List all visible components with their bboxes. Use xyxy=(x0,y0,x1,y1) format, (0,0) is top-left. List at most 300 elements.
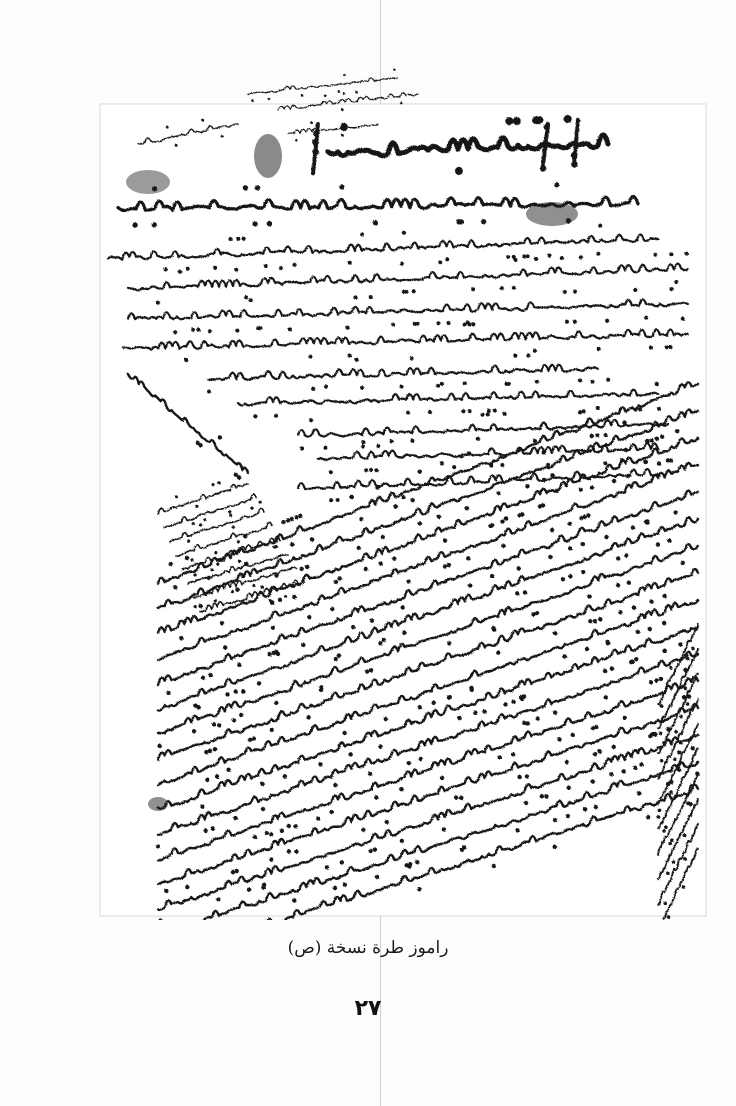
diacritic-dot xyxy=(293,899,296,902)
diacritic-dot xyxy=(467,557,470,560)
diacritic-dot xyxy=(368,772,371,775)
diacritic-dot xyxy=(669,346,672,349)
diacritic-dot xyxy=(664,902,667,905)
diacritic-dot xyxy=(579,256,582,259)
diacritic-dot xyxy=(338,91,340,93)
diacritic-dot xyxy=(663,830,666,833)
diacritic-dot xyxy=(165,889,168,892)
diacritic-dot xyxy=(197,328,200,331)
diacritic-dot xyxy=(649,346,652,349)
diacritic-dot xyxy=(191,559,193,561)
diacritic-dot xyxy=(375,796,378,799)
diacritic-dot xyxy=(658,407,661,410)
diacritic-dot xyxy=(253,222,257,226)
diacritic-dot xyxy=(293,557,295,559)
diacritic-dot xyxy=(579,379,582,382)
diacritic-dot xyxy=(242,576,244,578)
diacritic-dot xyxy=(441,776,444,779)
diacritic-dot xyxy=(243,186,247,190)
diacritic-dot xyxy=(540,166,546,172)
diacritic-dot xyxy=(269,833,272,836)
diacritic-dot xyxy=(598,750,601,753)
diacritic-dot xyxy=(626,474,629,477)
diacritic-dot xyxy=(231,871,234,874)
diacritic-dot xyxy=(670,791,673,794)
diacritic-dot xyxy=(346,326,349,329)
diacritic-dot xyxy=(159,919,162,920)
diacritic-dot xyxy=(188,540,190,542)
diacritic-dot xyxy=(221,135,223,137)
diacritic-dot xyxy=(463,323,466,326)
diacritic-dot xyxy=(506,118,513,125)
diacritic-dot xyxy=(333,886,336,889)
diacritic-dot xyxy=(679,643,682,646)
diacritic-dot xyxy=(622,770,625,773)
diacritic-dot xyxy=(205,750,208,753)
diacritic-dot xyxy=(330,810,333,813)
diacritic-dot xyxy=(655,679,658,682)
diacritic-dot xyxy=(369,296,372,299)
diacritic-dot xyxy=(192,328,195,331)
diacritic-dot xyxy=(299,514,302,517)
diacritic-dot xyxy=(661,435,664,438)
diacritic-dot xyxy=(152,223,156,227)
diacritic-dot xyxy=(624,448,627,451)
diacritic-dot xyxy=(593,619,596,622)
diacritic-dot xyxy=(320,686,323,689)
diacritic-dot xyxy=(411,439,414,442)
diacritic-dot xyxy=(209,673,212,676)
diacritic-dot xyxy=(324,446,327,449)
diacritic-dot xyxy=(437,322,440,325)
diacritic-dot xyxy=(133,223,137,227)
diacritic-dot xyxy=(314,131,320,137)
diacritic-dot xyxy=(400,262,403,265)
diacritic-dot xyxy=(512,700,515,703)
diacritic-dot xyxy=(512,255,515,258)
diacritic-dot xyxy=(583,515,586,518)
manuscript-facsimile-image xyxy=(98,64,710,920)
diacritic-dot xyxy=(245,296,248,299)
diacritic-dot xyxy=(603,669,606,672)
diacritic-dot xyxy=(373,221,377,225)
diacritic-dot xyxy=(645,461,648,464)
diacritic-dot xyxy=(623,716,626,719)
diacritic-dot xyxy=(278,598,281,601)
diacritic-dot xyxy=(379,642,382,645)
diacritic-dot xyxy=(666,459,669,462)
diacritic-dot xyxy=(463,382,466,385)
diacritic-dot xyxy=(659,677,662,680)
diacritic-dot xyxy=(514,354,517,357)
diacritic-dot xyxy=(573,320,576,323)
diacritic-dot xyxy=(156,301,159,304)
diacritic-dot xyxy=(675,731,678,734)
diacritic-dot xyxy=(610,667,613,670)
diacritic-dot xyxy=(287,850,290,853)
diacritic-dot xyxy=(348,354,351,357)
diacritic-dot xyxy=(156,845,159,848)
diacritic-dot xyxy=(687,802,690,805)
diacritic-dot xyxy=(230,514,232,516)
diacritic-dot xyxy=(192,730,195,733)
diacritic-dot xyxy=(200,524,202,526)
diacritic-dot xyxy=(663,649,666,652)
diacritic-dot xyxy=(563,655,566,658)
diacritic-dot xyxy=(310,419,313,422)
diacritic-dot xyxy=(501,520,504,523)
diacritic-dot xyxy=(610,773,613,776)
diacritic-dot xyxy=(204,829,207,832)
diacritic-dot xyxy=(691,747,694,750)
diacritic-dot xyxy=(630,660,633,663)
diacritic-dot xyxy=(472,323,475,326)
diacritic-dot xyxy=(224,646,227,649)
diacritic-dot xyxy=(174,331,177,334)
diacritic-dot xyxy=(340,124,347,131)
diacritic-dot xyxy=(167,691,170,694)
diacritic-dot xyxy=(344,74,346,76)
diacritic-dot xyxy=(164,268,167,271)
diacritic-dot xyxy=(268,653,271,656)
diacritic-dot xyxy=(412,290,415,293)
diacritic-dot xyxy=(526,485,529,488)
diacritic-dot xyxy=(686,657,689,660)
diacritic-dot xyxy=(400,385,403,388)
diacritic-dot xyxy=(379,562,382,565)
diacritic-dot xyxy=(442,828,445,831)
diacritic-dot xyxy=(410,357,413,360)
diacritic-dot xyxy=(587,514,590,517)
diacritic-dot xyxy=(340,185,344,189)
diacritic-dot xyxy=(588,595,591,598)
diacritic-dot xyxy=(252,737,255,740)
diacritic-dot xyxy=(564,116,571,123)
diacritic-dot xyxy=(580,516,583,519)
diacritic-dot xyxy=(634,766,637,769)
diacritic-dot xyxy=(295,516,298,519)
diacritic-dot xyxy=(272,651,275,654)
diacritic-dot xyxy=(270,858,273,861)
diacritic-dot xyxy=(692,647,695,650)
diacritic-dot xyxy=(468,410,471,413)
diacritic-dot xyxy=(555,183,559,187)
diacritic-dot xyxy=(293,263,296,266)
diacritic-dot xyxy=(654,253,657,256)
diacritic-dot xyxy=(465,507,468,510)
diacritic-dot xyxy=(373,848,376,851)
diacritic-dot xyxy=(194,704,197,707)
diacritic-dot xyxy=(585,647,588,650)
diacritic-dot xyxy=(251,507,253,509)
diacritic-dot xyxy=(343,883,346,886)
diacritic-dot xyxy=(579,488,582,491)
diacritic-dot xyxy=(269,600,271,602)
diacritic-dot xyxy=(392,323,395,326)
diacritic-dot xyxy=(331,607,334,610)
diacritic-dot xyxy=(336,499,339,502)
diacritic-dot xyxy=(474,711,477,714)
diacritic-dot xyxy=(551,474,554,477)
diacritic-dot xyxy=(319,763,322,766)
diacritic-dot xyxy=(669,666,672,669)
diacritic-dot xyxy=(637,792,640,795)
diacritic-dot xyxy=(680,715,683,718)
diacritic-dot xyxy=(419,757,422,760)
diacritic-dot xyxy=(186,267,189,270)
diacritic-dot xyxy=(402,496,405,499)
diacritic-dot xyxy=(507,256,510,259)
diacritic-dot xyxy=(683,834,686,837)
diacritic-dot xyxy=(362,445,365,448)
diacritic-dot xyxy=(357,546,360,549)
diacritic-dot xyxy=(169,562,172,565)
diacritic-dot xyxy=(231,591,233,593)
diacritic-dot xyxy=(627,581,630,584)
diacritic-dot xyxy=(302,643,305,646)
diacritic-dot xyxy=(275,414,278,417)
diacritic-dot xyxy=(264,264,267,267)
diacritic-dot xyxy=(407,411,410,414)
diacritic-dot xyxy=(416,860,419,863)
diacritic-dot xyxy=(334,784,337,787)
diacritic-dot xyxy=(261,807,264,810)
diacritic-dot xyxy=(591,780,594,783)
diacritic-dot xyxy=(455,167,462,174)
diacritic-dot xyxy=(237,541,239,543)
diacritic-dot xyxy=(605,535,608,538)
diacritic-dot xyxy=(229,238,232,241)
diacritic-dot xyxy=(670,253,673,256)
diacritic-dot xyxy=(309,355,312,358)
diacritic-dot xyxy=(671,839,674,842)
diacritic-dot xyxy=(158,744,161,747)
diacritic-dot xyxy=(227,768,230,771)
diacritic-dot xyxy=(533,349,536,352)
diacritic-dot xyxy=(640,763,643,766)
diacritic-dot xyxy=(385,820,388,823)
diacritic-dot xyxy=(686,654,689,657)
diacritic-dot xyxy=(662,621,665,624)
handwriting-stroke xyxy=(248,78,398,95)
diacritic-dot xyxy=(631,526,634,529)
diacritic-dot xyxy=(647,816,650,819)
diacritic-dot xyxy=(543,478,546,481)
diacritic-dot xyxy=(342,134,344,136)
diacritic-dot xyxy=(352,626,355,629)
diacritic-dot xyxy=(232,526,234,528)
diacritic-dot xyxy=(476,437,479,440)
diacritic-dot xyxy=(667,916,670,919)
diacritic-dot xyxy=(678,751,681,754)
diacritic-dot xyxy=(682,886,685,889)
diacritic-dot xyxy=(443,565,446,568)
diacritic-dot xyxy=(569,575,572,578)
diacritic-dot xyxy=(204,519,206,521)
diacritic-dot xyxy=(249,299,252,302)
diacritic-dot xyxy=(460,455,463,458)
diacritic-dot xyxy=(656,543,659,546)
diacritic-dot xyxy=(215,775,218,778)
diacritic-dot xyxy=(542,451,545,454)
diacritic-dot xyxy=(370,469,373,472)
diacritic-dot xyxy=(553,845,556,848)
diacritic-dot xyxy=(675,281,678,284)
diacritic-dot xyxy=(682,696,685,699)
diacritic-dot xyxy=(405,864,408,867)
diacritic-dot xyxy=(590,434,593,437)
diacritic-dot xyxy=(663,594,666,597)
diacritic-dot xyxy=(660,760,663,763)
diacritic-dot xyxy=(590,486,593,489)
diacritic-dot xyxy=(443,539,446,542)
diacritic-dot xyxy=(490,574,493,577)
diacritic-dot xyxy=(199,444,202,447)
diacritic-dot xyxy=(253,584,255,586)
diacritic-dot xyxy=(361,233,364,236)
diacritic-dot xyxy=(501,464,504,467)
diacritic-dot xyxy=(513,117,520,124)
diacritic-dot xyxy=(655,437,658,440)
diacritic-dot xyxy=(196,441,199,444)
diacritic-dot xyxy=(659,732,662,735)
diacritic-dot xyxy=(544,124,550,130)
diacritic-dot xyxy=(317,817,320,820)
diacritic-dot xyxy=(681,561,684,564)
diacritic-dot xyxy=(411,499,414,502)
diacritic-dot xyxy=(665,826,668,829)
diacritic-dot xyxy=(493,409,496,412)
diacritic-dot xyxy=(487,409,490,412)
diacritic-dot xyxy=(259,501,261,503)
diacritic-dot xyxy=(270,728,273,731)
diacritic-dot xyxy=(581,542,584,545)
diacritic-dot xyxy=(312,387,315,390)
diacritic-dot xyxy=(234,473,237,476)
diacritic-dot xyxy=(687,695,690,698)
diacritic-dot xyxy=(491,524,494,527)
diacritic-dot xyxy=(364,567,367,570)
diacritic-dot xyxy=(563,290,566,293)
diacritic-dot xyxy=(684,687,687,690)
diacritic-dot xyxy=(517,567,520,570)
diacritic-dot xyxy=(248,738,251,741)
diacritic-dot xyxy=(571,733,574,736)
diacritic-dot xyxy=(549,555,552,558)
diacritic-dot xyxy=(646,520,649,523)
diacritic-dot xyxy=(393,557,396,560)
diacritic-dot xyxy=(334,657,337,660)
diacritic-dot xyxy=(606,319,609,322)
diacritic-dot xyxy=(208,330,211,333)
diacritic-dot xyxy=(174,586,177,589)
diacritic-dot xyxy=(234,690,237,693)
diacritic-dot xyxy=(194,574,196,576)
diacritic-dot xyxy=(324,385,327,388)
diacritic-dot xyxy=(375,469,378,472)
diacritic-dot xyxy=(572,162,578,168)
diacritic-dot xyxy=(237,237,240,240)
diacritic-dot xyxy=(360,386,363,389)
diacritic-dot xyxy=(379,745,382,748)
diacritic-dot xyxy=(313,149,319,155)
diacritic-dot xyxy=(582,410,585,413)
diacritic-dot xyxy=(481,220,485,224)
diacritic-dot xyxy=(416,322,419,325)
diacritic-dot xyxy=(518,775,521,778)
diacritic-dot xyxy=(214,600,216,602)
diacritic-dot xyxy=(545,795,548,798)
diacritic-dot xyxy=(340,861,343,864)
diacritic-dot xyxy=(458,716,461,719)
diacritic-dot xyxy=(632,606,635,609)
diacritic-dot xyxy=(325,95,327,97)
diacritic-dot xyxy=(301,95,303,97)
diacritic-dot xyxy=(407,580,410,583)
diacritic-dot xyxy=(593,752,596,755)
diacritic-dot xyxy=(218,436,221,439)
diacritic-dot xyxy=(418,470,421,473)
diacritic-dot xyxy=(285,595,287,597)
diacritic-dot xyxy=(492,626,495,629)
diacritic-dot xyxy=(350,495,353,498)
diacritic-dot xyxy=(279,267,282,270)
diacritic-dot xyxy=(523,255,526,258)
diacritic-dot xyxy=(362,441,365,444)
diacritic-dot xyxy=(282,521,285,524)
diacritic-dot xyxy=(338,577,341,580)
diacritic-dot xyxy=(237,476,240,479)
diacritic-dot xyxy=(257,682,260,685)
diacritic-dot xyxy=(290,517,293,520)
diacritic-dot xyxy=(516,592,519,595)
diacritic-dot xyxy=(535,258,538,261)
diacritic-dot xyxy=(668,539,671,542)
diacritic-dot xyxy=(403,631,406,634)
diacritic-dot xyxy=(229,511,231,513)
diacritic-dot xyxy=(447,322,450,325)
diacritic-dot xyxy=(313,139,319,145)
diacritic-dot xyxy=(257,327,260,330)
diacritic-dot xyxy=(287,824,290,827)
diacritic-dot xyxy=(645,316,648,319)
diacritic-dot xyxy=(402,231,405,234)
diacritic-dot xyxy=(180,637,183,640)
diacritic-dot xyxy=(240,713,243,716)
diacritic-dot xyxy=(215,552,217,554)
diacritic-dot xyxy=(469,584,472,587)
diacritic-dot xyxy=(295,850,298,853)
diacritic-dot xyxy=(166,126,168,128)
diacritic-dot xyxy=(565,320,568,323)
diacritic-dot xyxy=(348,261,351,264)
diacritic-dot xyxy=(533,439,536,442)
figure-caption: راموز طرة نسخة (ص) xyxy=(287,938,449,958)
diacritic-dot xyxy=(650,439,653,442)
diacritic-dot xyxy=(597,348,600,351)
diacritic-dot xyxy=(381,535,384,538)
ink-blot xyxy=(526,202,578,226)
diacritic-dot xyxy=(550,528,553,531)
diacritic-dot xyxy=(212,723,215,726)
diacritic-dot xyxy=(459,220,463,224)
diacritic-dot xyxy=(571,152,577,158)
diacritic-dot xyxy=(199,604,202,607)
diacritic-dot xyxy=(405,290,408,293)
diacritic-dot xyxy=(234,816,237,819)
diacritic-dot xyxy=(492,864,495,867)
diacritic-dot xyxy=(211,569,213,571)
